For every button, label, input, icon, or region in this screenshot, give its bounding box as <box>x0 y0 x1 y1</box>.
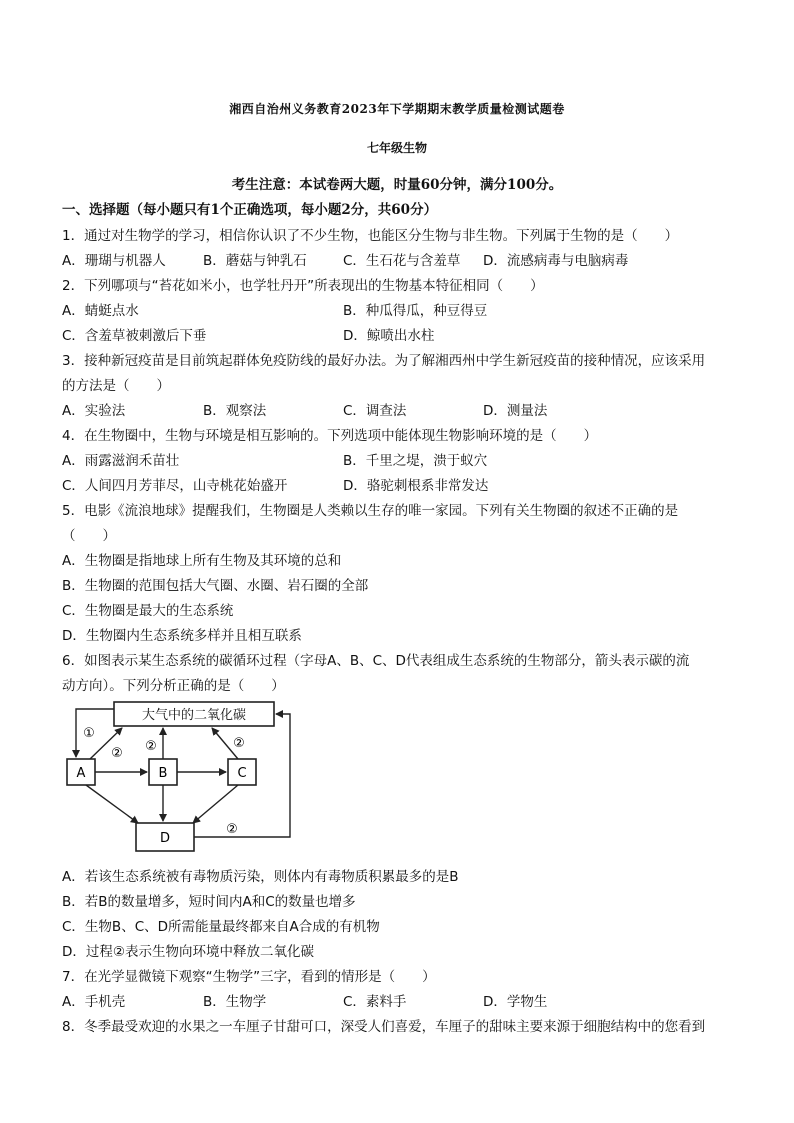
exam-title: 湘西自治州义务教育2023年下学期期末教学质量检测试题卷 <box>229 102 565 116</box>
process-label-2-c: ② <box>233 736 245 751</box>
question-6-option-a: A．若该生态系统被有毒物质污染，则体内有毒物质积累最多的是B <box>62 869 459 885</box>
question-2-stem: 2．下列哪项与“苔花如米小，也学牡丹开”所表现出的生物基本特征相同（ ） <box>62 278 544 294</box>
question-3-option-a: A．实验法 <box>62 403 126 419</box>
process-label-2-b: ② <box>145 739 157 754</box>
question-8-stem: 8．冬季最受欢迎的水果之一车厘子甘甜可口，深受人们喜爱，车厘子的甜味主要来源于细胞结构中的您看到 <box>62 1019 706 1035</box>
question-3-stem-line2: 的方法是（ ） <box>62 378 170 394</box>
question-5-stem-line1: 5．电影《流浪地球》提醒我们，生物圈是人类赖以生存的唯一家园。下列有关生物圈的叙述不正确的是 <box>62 503 679 519</box>
arrow-a-to-d <box>86 785 138 823</box>
question-4-stem: 4．在生物圈中，生物与环境是相互影响的。下列选项中能体现生物影响环境的是（ ） <box>62 428 598 444</box>
question-3-option-b: B．观察法 <box>203 403 267 419</box>
question-4-option-a: A．雨露滋润禾苗壮 <box>62 453 180 469</box>
question-4-option-c: C．人间四月芳菲尽，山寺桃花始盛开 <box>62 478 288 494</box>
question-6-option-b: B．若B的数量增多，短时间内A和C的数量也增多 <box>62 894 356 910</box>
question-1-stem: 1．通过对生物学的学习，相信你认识了不少生物，也能区分生物与非生物。下列属于生物的是（ ） <box>62 228 679 244</box>
question-2-option-a: A．蜻蜓点水 <box>62 303 139 319</box>
question-3-option-c: C．调查法 <box>343 403 407 419</box>
question-4-option-d: D．骆驼刺根系非常发达 <box>343 478 489 494</box>
question-2-option-b: B．种瓜得瓜，种豆得豆 <box>343 303 488 319</box>
process-label-2-a: ② <box>111 746 123 761</box>
question-7-option-a: A．手机壳 <box>62 994 126 1010</box>
arrow-co2-to-a <box>76 709 114 757</box>
question-6-option-c: C．生物B、C、D所需能量最终都来自A合成的有机物 <box>62 919 380 935</box>
carbon-cycle-diagram <box>62 697 302 857</box>
question-5-option-c: C．生物圈是最大的生态系统 <box>62 603 234 619</box>
question-5-option-a: A．生物圈是指地球上所有生物及其环境的总和 <box>62 553 342 569</box>
process-label-2-d: ② <box>226 822 238 837</box>
question-4-option-b: B．千里之堤，溃于蚁穴 <box>343 453 488 469</box>
node-a-label: A <box>76 766 86 781</box>
question-3-stem-line1: 3．接种新冠疫苗是目前筑起群体免疫防线的最好办法。为了解湘西州中学生新冠疫苗的接种情况，应该采用 <box>62 353 706 369</box>
question-7-option-d: D．学物生 <box>483 994 548 1010</box>
question-5-option-d: D．生物圈内生态系统多样并且相互联系 <box>62 628 302 644</box>
question-2-option-d: D．鲸喷出水柱 <box>343 328 435 344</box>
question-7-option-c: C．素料手 <box>343 994 407 1010</box>
question-1-option-c: C．生石花与含羞草 <box>343 253 461 269</box>
exam-notice: 考生注意：本试卷两大题，时量60分钟，满分100分。 <box>231 177 563 193</box>
question-1-option-a: A．珊瑚与机器人 <box>62 253 166 269</box>
arrow-c-to-d <box>193 785 238 823</box>
question-5-option-b: B．生物圈的范围包括大气圈、水圈、岩石圈的全部 <box>62 578 369 594</box>
question-6-stem-line1: 6．如图表示某生态系统的碳循环过程（字母A、B、C、D代表组成生态系统的生物部分，箭头表示碳的流 <box>62 653 690 669</box>
node-c-label: C <box>237 766 247 781</box>
question-5-stem-line2: （ ） <box>62 528 116 544</box>
question-1-option-b: B．蘑菇与钟乳石 <box>203 253 307 269</box>
question-1-option-d: D．流感病毒与电脑病毒 <box>483 253 629 269</box>
node-d-label: D <box>159 831 171 846</box>
co2-box-label: 大气中的二氧化碳 <box>141 708 247 723</box>
node-b-label: B <box>158 766 168 781</box>
question-6-option-d: D．过程②表示生物向环境中释放二氧化碳 <box>62 944 314 960</box>
question-6-stem-line2: 动方向）。下列分析正确的是（ ） <box>62 678 285 694</box>
exam-subtitle: 七年级生物 <box>366 141 427 155</box>
process-label-1: ① <box>83 726 95 741</box>
section-heading: 一、选择题（每小题只有1个正确选项，每小题2分，共60分） <box>62 202 438 218</box>
question-3-option-d: D．测量法 <box>483 403 548 419</box>
question-7-stem: 7．在光学显微镜下观察“生物学”三字，看到的情形是（ ） <box>62 969 436 985</box>
question-2-option-c: C．含羞草被刺激后下垂 <box>62 328 207 344</box>
question-7-option-b: B．生物学 <box>203 994 267 1010</box>
